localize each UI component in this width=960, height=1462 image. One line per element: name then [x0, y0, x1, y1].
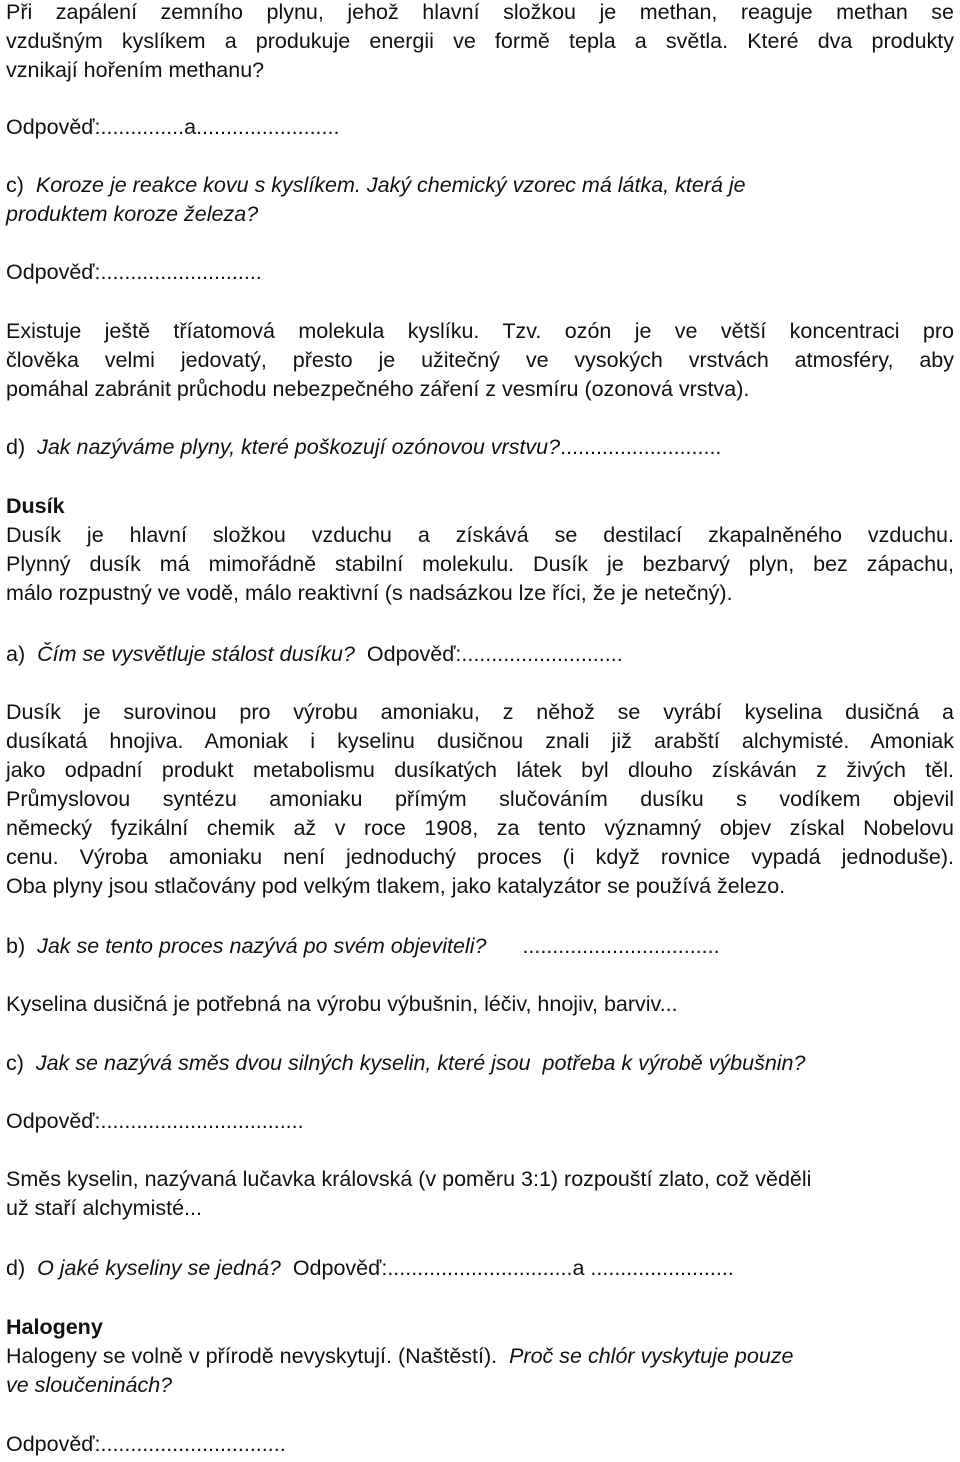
question-text: Koroze je reakce kovu s kyslíkem. Jaký chemický vzorec má látka, která je: [35, 173, 746, 197]
text-line: cenu. Výroba amoniaku není jednoduchý proces (i když rovnice vypadá jednoduše).: [6, 845, 954, 869]
text-line: německý fyzikální chemik až v roce 1908, za tento významný objev získal Nobelovu: [6, 816, 954, 840]
answer-line-4: Odpověď:...............................: [6, 1432, 286, 1456]
answer-dots: .................................: [522, 934, 720, 958]
question-b-process: [6, 932, 954, 961]
question-a-stability: [6, 640, 954, 669]
question-d-acids: [6, 1254, 954, 1283]
answer-line-3: Odpověď:..................................: [6, 1109, 304, 1133]
text-line: vznikají hořením methanu?: [6, 58, 265, 82]
question-text: produktem koroze železa?: [6, 202, 259, 226]
question-text: Jak se tento proces nazývá po svém objeviteli?: [37, 934, 487, 958]
paragraph-halogens: [6, 1342, 954, 1400]
question-text: Jak se nazývá směs dvou silných kyselin, které jsou potřeba k výrobě výbušnin?: [35, 1051, 806, 1075]
text-line: už staří alchymisté...: [6, 1196, 202, 1220]
question-text: O jaké kyseliny se jedná?: [37, 1256, 281, 1280]
question-text: Čím se vysvětluje stálost dusíku?: [37, 642, 355, 666]
text-line: jako odpadní produkt metabolismu dusíkatých látek byl dlouho získáván z živých těl.: [6, 758, 954, 782]
text-line: Existuje ještě tříatomová molekula kyslíku. Tzv. ozón je ve větší koncentraci pro: [6, 319, 954, 343]
text-line: Plynný dusík má mimořádně stabilní molekulu. Dusík je bezbarvý plyn, bez zápachu,: [6, 552, 954, 576]
question-c-acids: [6, 1049, 954, 1078]
paragraph-nitrogen: [6, 521, 954, 608]
text-line: Směs kyselin, nazývaná lučavka královská (v poměru 3:1) rozpouští zlato, což věděli: [6, 1167, 812, 1191]
paragraph-ozone: [6, 317, 954, 404]
paragraph-methane: [6, 0, 954, 85]
text-line: vzdušným kyslíkem a produkuje energii ve formě tepla a světla. Které dva produkty: [6, 29, 954, 53]
text-line: Při zapálení zemního plynu, jehož hlavní složkou je methan, reaguje methan se: [6, 0, 954, 24]
answer-dots: Odpověď:...............................a ........................: [292, 1256, 734, 1280]
question-label: c): [6, 1051, 24, 1075]
text-line: Oba plyny jsou stlačovány pod velkým tlakem, jako katalyzátor se používá železo.: [6, 874, 786, 898]
text-line: dusíkatá hnojiva. Amoniak i kyselinu dusičnou znali již arabští alchymisté. Amoniak: [6, 729, 954, 753]
text-line: Dusík je hlavní složkou vzduchu a získává se destilací zkapalněného vzduchu.: [6, 523, 954, 547]
paragraph-nitric-acid: Kyselina dusičná je potřebná na výrobu výbušnin, léčiv, hnojiv, barviv...: [6, 992, 678, 1016]
paragraph-aqua-regia: [6, 1165, 954, 1223]
paragraph-ammonia: [6, 698, 954, 901]
question-label: b): [6, 934, 26, 958]
question-d-ozone: [6, 433, 954, 462]
text-plain: Halogeny se volně v přírodě nevyskytují. (Naštěstí).: [6, 1344, 498, 1368]
question-label: c): [6, 173, 24, 197]
question-label: d): [6, 1256, 26, 1280]
answer-line-2: Odpověď:...........................: [6, 260, 262, 284]
answer-line-1: Odpověď:..............a........................: [6, 115, 340, 139]
question-text: ve sloučeninách?: [6, 1373, 173, 1397]
question-text: Proč se chlór vyskytuje pouze: [509, 1344, 794, 1368]
heading-halogeny: Halogeny: [6, 1315, 103, 1339]
answer-dots: ...........................: [560, 435, 722, 459]
question-text: Jak nazýváme plyny, které poškozují ozónovou vrstvu?: [37, 435, 561, 459]
question-label: a): [6, 642, 26, 666]
answer-dots: Odpověď:...........................: [366, 642, 623, 666]
heading-dusik: Dusík: [6, 494, 65, 518]
text-line: málo rozpustný ve vodě, málo reaktivní (s nadsázkou lze říci, že je netečný).: [6, 581, 733, 605]
question-c-corrosion: [6, 171, 954, 229]
text-line: pomáhal zabránit průchodu nebezpečného záření z vesmíru (ozonová vrstva).: [6, 377, 750, 401]
text-line: Průmyslovou syntézu amoniaku přímým slučováním dusíku s vodíkem objevil: [6, 787, 954, 811]
question-label: d): [6, 435, 26, 459]
text-line: Dusík je surovinou pro výrobu amoniaku, z něhož se vyrábí kyselina dusičná a: [6, 700, 954, 724]
text-line: člověka velmi jedovatý, přesto je užitečný ve vysokých vrstvách atmosféry, aby: [6, 348, 954, 372]
